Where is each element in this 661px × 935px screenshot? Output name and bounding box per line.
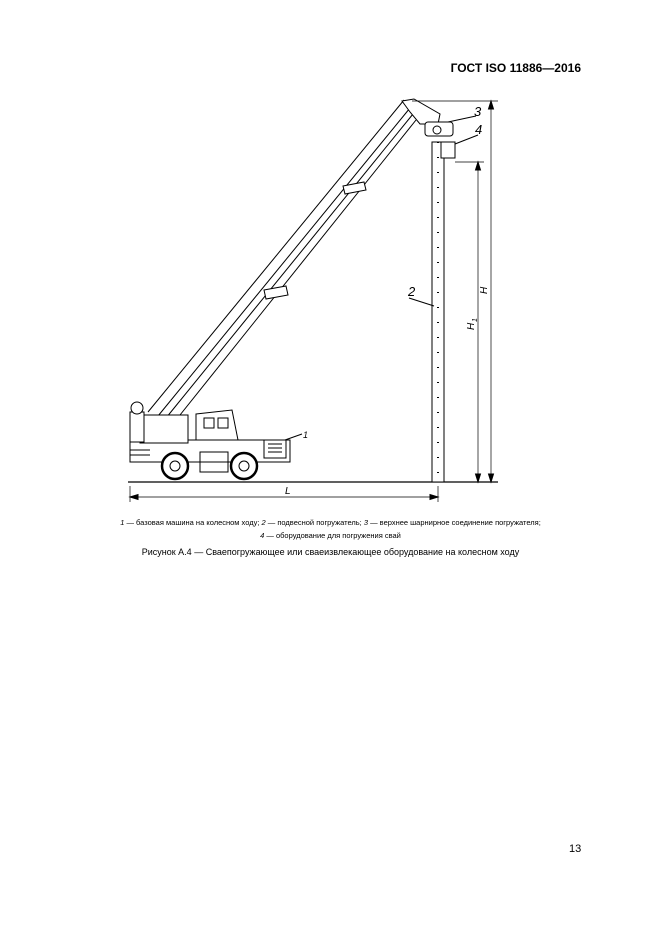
legend-num-1: 1 [120,518,125,527]
base-machine [130,402,290,479]
driving-equipment [441,142,455,158]
label-leader-2 [409,298,434,306]
label-4: 4 [475,122,483,137]
label-H1-subscript: 1 [472,318,479,322]
legend-num-3: 3 [363,518,369,527]
dimension-L [130,486,438,502]
label-H: H [479,286,490,294]
label-1: 1 [303,430,309,440]
legend-line-1 [0,518,661,527]
legend-num-2: 2 [261,518,266,527]
legend-text-2: — подвесной погружатель; [265,518,364,527]
label-leader-3 [448,116,476,122]
legend-num-4: 4 [260,531,265,540]
label-L: L [285,486,291,497]
label-2: 2 [408,284,416,299]
legend-text-4: — оборудование для погружения свай [264,531,401,540]
label-H1: H [466,322,477,330]
document-header: ГОСТ ISO 11886—2016 [450,61,581,75]
label-3: 3 [474,104,482,119]
upper-hinge-joint [425,122,453,136]
label-leader-1 [285,434,302,440]
dimension-H1 [455,162,484,482]
legend-line-2 [0,531,661,540]
page-number: 13 [569,843,582,855]
crane-boom [148,99,440,420]
legend-text-3: — верхнее шарнирное соединение погружателя; [368,518,541,527]
pile-leader [432,142,444,482]
figure-caption: Рисунок А.4 — Сваепогружающее или сваеизвлекающее оборудование на колесном ходу [141,547,520,557]
legend-text-1: — базовая машина на колесном ходу; [124,518,262,527]
